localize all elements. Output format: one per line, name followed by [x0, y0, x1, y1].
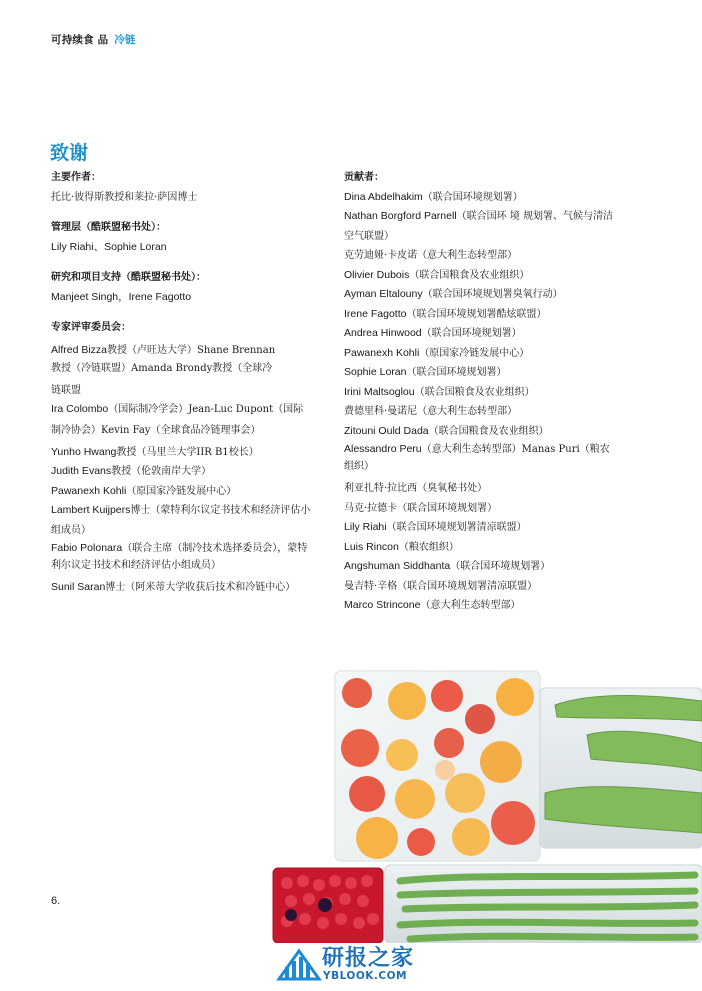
header-topic: 冷链	[114, 34, 136, 46]
contributor-entry-name: Zitouni Ould Dada	[344, 424, 429, 437]
reviewer-entry	[51, 381, 313, 401]
reviewer-entry-affiliation: 教授（卢旺达大学）Shane Brennan	[107, 344, 276, 356]
contributor-entry-affiliation: （联合国环境规划署）	[406, 367, 507, 378]
reviewer-entry-name: Pawanexh Kohli	[51, 484, 127, 497]
contributor-entry-affiliation: 克劳迪娅·卡皮诺（意大利生态转型部）	[344, 250, 518, 261]
contributor-entry-name: Luis Rincon	[344, 540, 399, 553]
contributors-heading: 贡献者：	[344, 172, 384, 183]
reviewer-entry-affiliation: 链联盟	[51, 385, 81, 396]
contributor-entry-name: Irene Fagotto	[344, 307, 407, 320]
reviewer-entry-affiliation: 博士（蒙特利尔议定书技术和经济评估小组成员）	[51, 505, 311, 536]
contributor-entry-name: Sophie Loran	[344, 366, 407, 378]
contributor-entry	[344, 596, 616, 616]
reviewer-entry-affiliation: 教授（冷链联盟）Amanda Brondy教授（全球冷	[51, 363, 273, 374]
contributor-entry-name: Dina Abdelhakim	[344, 190, 423, 203]
reviewer-entry-affiliation: 博士（阿米蒂大学收获后技术和冷链中心）	[105, 582, 296, 593]
reviewer-entry-name: Sunil Saran	[51, 581, 106, 593]
contributor-entry-affiliation: （联合国环境规划署）	[422, 191, 523, 203]
contributor-entry	[344, 479, 616, 499]
reviewer-list	[51, 341, 313, 598]
reviewer-entry-affiliation: （联合主席（制冷技术选择委员会），蒙特利尔议定书技术和经济评估小组成员）	[51, 543, 308, 571]
page-number: 6.	[51, 895, 61, 907]
reviewer-entry	[51, 501, 313, 540]
contributor-entry-affiliation: 费德里科·曼诺尼（意大利生态转型部）	[344, 406, 518, 417]
contributor-entry-affiliation: 利亚扎特·拉比西（臭氧秘书处）	[344, 483, 488, 494]
contributor-entry-affiliation: （联合国环境规划署酷炫联盟）	[406, 308, 547, 320]
contributor-entry	[344, 518, 616, 538]
support-heading: 研究和项目支持（酷联盟秘书处）：	[51, 272, 206, 283]
contributor-entry-affiliation: 曼吉特·辛格（联合国环境规划署清凉联盟）	[344, 580, 538, 592]
reviewer-entry	[51, 540, 313, 574]
contributor-entry-name: Irini Maltsoglou	[344, 385, 415, 398]
contributor-entry	[344, 402, 616, 422]
contributor-entry	[344, 266, 616, 286]
contributor-entry	[344, 207, 616, 246]
contributor-entry	[344, 285, 616, 305]
contributor-entry	[344, 577, 616, 597]
contributor-entry	[344, 422, 616, 442]
contributor-entry	[344, 499, 616, 519]
contributor-entry-name: Marco Strincone	[344, 599, 421, 611]
contributor-entry	[344, 383, 616, 403]
contributor-entry	[344, 557, 616, 577]
reviewer-entry-name: Fabio Polonara	[51, 542, 123, 554]
contributor-entry	[344, 538, 616, 558]
contributor-entry-name: Angshuman Siddhanta	[344, 560, 451, 572]
contributor-entry-affiliation: （联合国环 境 规划署、气候与清洁空气联盟）	[344, 211, 614, 242]
reviewer-entry-name: Lambert Kuijpers	[51, 504, 131, 516]
reviewer-entry-name: Ira Colombo	[51, 402, 109, 415]
left-column	[51, 168, 313, 598]
contributor-entry-name: Andrea Hinwood	[344, 327, 422, 339]
contributor-entry-affiliation: （联合国粮食及农业组织）	[414, 386, 535, 398]
reviewer-entry-affiliation: 教授（马里兰大学IIR B1校长）	[116, 446, 259, 458]
reviewer-entry	[51, 360, 313, 377]
reviewer-entry	[51, 578, 313, 598]
contributor-entry-name: Pawanexh Kohli	[344, 346, 420, 359]
watermark-url: YBLOOK.COM	[323, 970, 407, 982]
page-title: 致谢	[50, 142, 89, 164]
reviewer-entry-name: Alfred Bizza	[51, 343, 108, 356]
contributor-entry-affiliation: （联合国环境规划署）	[421, 328, 522, 339]
contributor-entry	[344, 324, 616, 344]
management-body: Lily Riahi、Sophie Loran	[51, 240, 167, 253]
reviewer-entry	[51, 422, 313, 439]
frozen-produce-photo	[195, 643, 702, 943]
right-column	[344, 168, 616, 616]
contributor-entry-affiliation: （联合国环境规划署清凉联盟）	[386, 522, 527, 533]
contributor-entry-name: Olivier Dubois	[344, 268, 410, 281]
contributor-entry-affiliation: （联合国粮食及农业组织）	[428, 425, 549, 437]
authors-heading: 主要作者：	[51, 172, 101, 183]
contributor-entry-affiliation: （意大利生态转型部）	[420, 600, 521, 611]
contributor-entry-name: Ayman Eltalouny	[344, 288, 423, 300]
reviewer-entry-affiliation: 制冷协会）Kevin Fay（全球食品冷链理事会）	[51, 424, 261, 436]
contributor-entry-affiliation: 马克·拉德卡（联合国环境规划署）	[344, 502, 498, 514]
contributor-entry-affiliation: （联合国环境规划署）	[450, 561, 551, 572]
contributor-entry-affiliation: （原国家冷链发展中心）	[419, 347, 530, 359]
review-heading: 专家评审委员会：	[51, 322, 131, 333]
contributor-entry	[344, 305, 616, 325]
reviewer-entry-affiliation: （国际制冷学会）Jean-Luc Dupont（国际	[108, 403, 304, 415]
contributor-entry-affiliation: （粮农组织）	[398, 541, 459, 553]
contributor-entry	[344, 441, 616, 475]
reviewer-entry	[51, 401, 313, 418]
reviewer-entry	[51, 341, 313, 361]
contributor-entry-name: Nathan Borgford Parnell	[344, 210, 457, 222]
reviewer-entry-affiliation: （原国家冷链发展中心）	[126, 485, 237, 497]
support-body: Manjeet Singh，Irene Fagotto	[51, 290, 192, 303]
contributor-entry	[344, 246, 616, 266]
reviewer-entry	[51, 482, 313, 502]
reviewer-entry-name: Yunho Hwang	[51, 445, 117, 458]
contributor-entry	[344, 344, 616, 364]
header-series: 可持续食 品	[51, 34, 109, 46]
reviewer-entry	[51, 443, 313, 463]
reviewer-entry-affiliation: 教授（伦敦南岸大学）	[111, 466, 212, 477]
reviewer-entry	[51, 462, 313, 482]
contributor-entry-name: Alessandro Peru	[344, 443, 422, 455]
management-heading: 管理层（酷联盟秘书处）：	[51, 222, 166, 233]
reviewer-entry-name: Judith Evans	[51, 465, 112, 477]
contributor-entry-name: Lily Riahi	[344, 521, 387, 533]
contributor-entry	[344, 188, 616, 208]
running-header	[51, 32, 136, 47]
watermark-name: 研报之家	[322, 946, 415, 971]
contributor-list	[344, 188, 616, 616]
contributor-entry-affiliation: （联合国环境规划署臭氧行动）	[422, 289, 563, 300]
contributor-entry	[344, 363, 616, 383]
authors-body: 托比·彼得斯教授和莱拉·萨因博士	[51, 191, 198, 203]
contributor-entry-affiliation: （意大利生态转型部）Manas Puri（粮农组织）	[344, 444, 610, 472]
contributor-entry-affiliation: （联合国粮食及农业组织）	[409, 269, 530, 281]
